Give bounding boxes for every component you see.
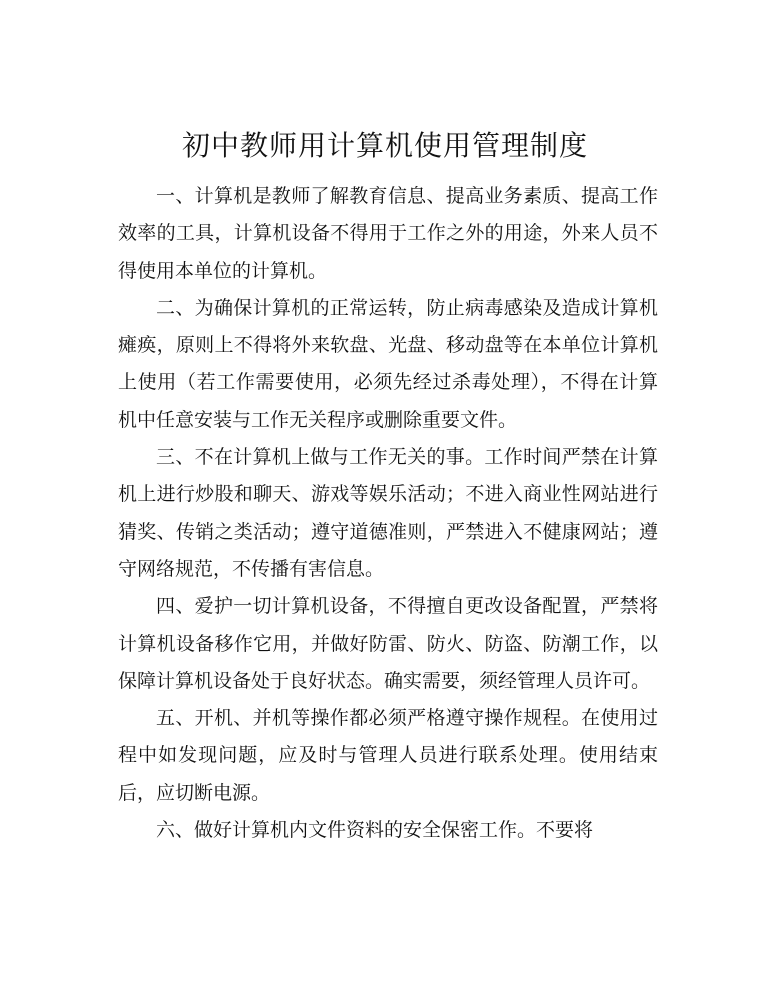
paragraph-5: 五、开机、并机等操作都必须严格遵守操作规程。在使用过程中如发现问题，应及时与管理人员进行联系处理。使用结束后，应切断电源。	[118, 707, 658, 804]
document-title: 初中教师用计算机使用管理制度	[181, 129, 588, 162]
paragraph-2: 二、为确保计算机的正常运转，防止病毒感染及造成计算机瘫痪，原则上不得将外来软盘、光盘、移动盘等在本单位计算机上使用（若工作需要使用，必须先经过杀毒处理），不得在计算机中任意安装与工作无关程序或删除重要文件。	[118, 296, 658, 431]
document-body	[118, 178, 658, 849]
paragraph-1: 一、计算机是教师了解教育信息、提高业务素质、提高工作效率的工具，计算机设备不得用于工作之外的用途，外来人员不得使用本单位的计算机。	[118, 185, 658, 282]
paragraph-3: 三、不在计算机上做与工作无关的事。工作时间严禁在计算机上进行炒股和聊天、游戏等娱乐活动；不进入商业性网站进行猜奖、传销之类活动；遵守道德准则，严禁进入不健康网站；遵守网络规范，不传播有害信息。	[118, 446, 658, 580]
paragraph-6: 六、做好计算机内文件资料的安全保密工作。不要将	[156, 819, 594, 842]
paragraph-4: 四、爱护一切计算机设备，不得擅自更改设备配置，严禁将计算机设备移作它用，并做好防雷、防火、防盗、防潮工作，以保障计算机设备处于良好状态。确实需要，须经管理人员许可。	[118, 595, 658, 692]
